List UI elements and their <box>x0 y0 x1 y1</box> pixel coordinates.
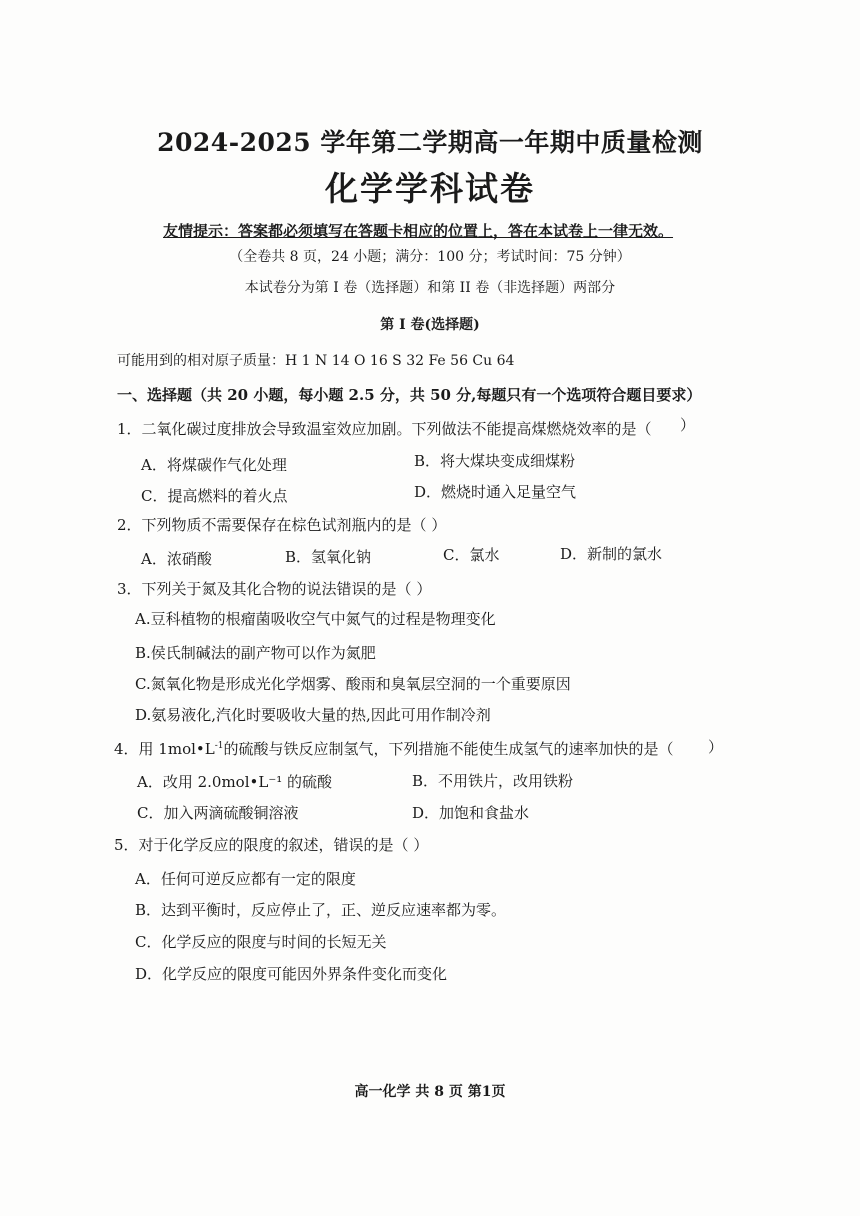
question-1-stem: 1．二氧化碳过度排放会导致温室效应加剧。下列做法不能提高煤燃烧效率的是（ <box>117 420 652 438</box>
question-4-option-b: B．不用铁片，改用铁粉 <box>412 772 574 790</box>
friendly-notice: 友情提示：答案都必须填写在答题卡相应的位置上，答在本试卷上一律无效。 <box>163 222 674 240</box>
question-2-option-b: B．氢氧化钠 <box>285 548 372 566</box>
question-1-option-c: C．提高燃料的着火点 <box>141 487 288 505</box>
atomic-masses: 可能用到的相对原子质量：H 1 N 14 O 16 S 32 Fe 56 Cu 64 <box>117 353 515 369</box>
question-5-option-c: C．化学反应的限度与时间的长短无关 <box>135 933 387 951</box>
question-4-answer-paren: ） <box>708 738 724 756</box>
exam-structure: 本试卷分为第 I 卷（选择题）和第 II 卷（非选择题）两部分 <box>244 280 616 296</box>
question-4-unit-exponent: -1 <box>214 741 224 751</box>
question-5-option-a: A．任何可逆反应都有一定的限度 <box>135 870 356 888</box>
question-4-stem-end: 的硫酸与铁反应制氢气，下列措施不能使生成氢气的速率加快的是（ <box>223 740 674 758</box>
part-title: 第 I 卷(选择题) <box>380 317 480 333</box>
question-3-option-b: B.侯氏制碱法的副产物可以作为氮肥 <box>135 644 376 662</box>
question-4-option-d: D．加饱和食盐水 <box>412 804 530 822</box>
question-4-option-c: C．加入两滴硫酸铜溶液 <box>137 804 299 822</box>
question-2-stem: 2．下列物质不需要保存在棕色试剂瓶内的是（ ） <box>117 516 447 534</box>
question-5-stem: 5．对于化学反应的限度的叙述，错误的是（ ） <box>114 836 429 854</box>
question-2-option-a: A．浓硝酸 <box>141 550 212 568</box>
question-3-option-c: C.氮氧化物是形成光化学烟雾、酸雨和臭氧层空洞的一个重要原因 <box>135 675 571 693</box>
question-1-option-a: A．将煤碳作气化处理 <box>141 456 287 474</box>
question-1-option-b: B．将大煤块变成细煤粉 <box>414 452 576 470</box>
question-1-option-d: D．燃烧时通入足量空气 <box>414 483 577 501</box>
question-1-answer-paren: ） <box>680 416 696 434</box>
page-footer: 高一化学 共 8 页 第1页 <box>354 1084 506 1100</box>
question-3-stem: 3．下列关于氮及其化合物的说法错误的是（ ） <box>117 580 432 598</box>
question-4-stem-start: 4．用 1mol•L <box>114 740 215 758</box>
question-3-option-d: D.氨易液化,汽化时要吸收大量的热,因此可用作制冷剂 <box>135 706 491 724</box>
question-3-option-a: A.豆科植物的根瘤菌吸收空气中氮气的过程是物理变化 <box>135 610 496 628</box>
section-title: 一、选择题（共 20 小题，每小题 2.5 分，共 50 分,每题只有一个选项符合题目要求） <box>117 386 702 404</box>
question-5-option-b: B．达到平衡时，反应停止了，正、逆反应速率都为零。 <box>135 901 507 919</box>
question-2-option-c: C．氯水 <box>443 546 500 564</box>
question-4-option-a: A．改用 2.0mol•L⁻¹ 的硫酸 <box>137 773 333 791</box>
question-4-stem <box>114 742 674 757</box>
subject-title: 化学学科试卷 <box>325 169 535 208</box>
question-5-option-d: D．化学反应的限度可能因外界条件变化而变化 <box>135 965 448 983</box>
exam-title: 2024-2025 学年第二学期高一年期中质量检测 <box>157 128 703 157</box>
question-2-option-d: D．新制的氯水 <box>560 545 663 563</box>
exam-info: （全卷共 8 页，24 小题；满分：100 分；考试时间：75 分钟） <box>229 249 631 265</box>
